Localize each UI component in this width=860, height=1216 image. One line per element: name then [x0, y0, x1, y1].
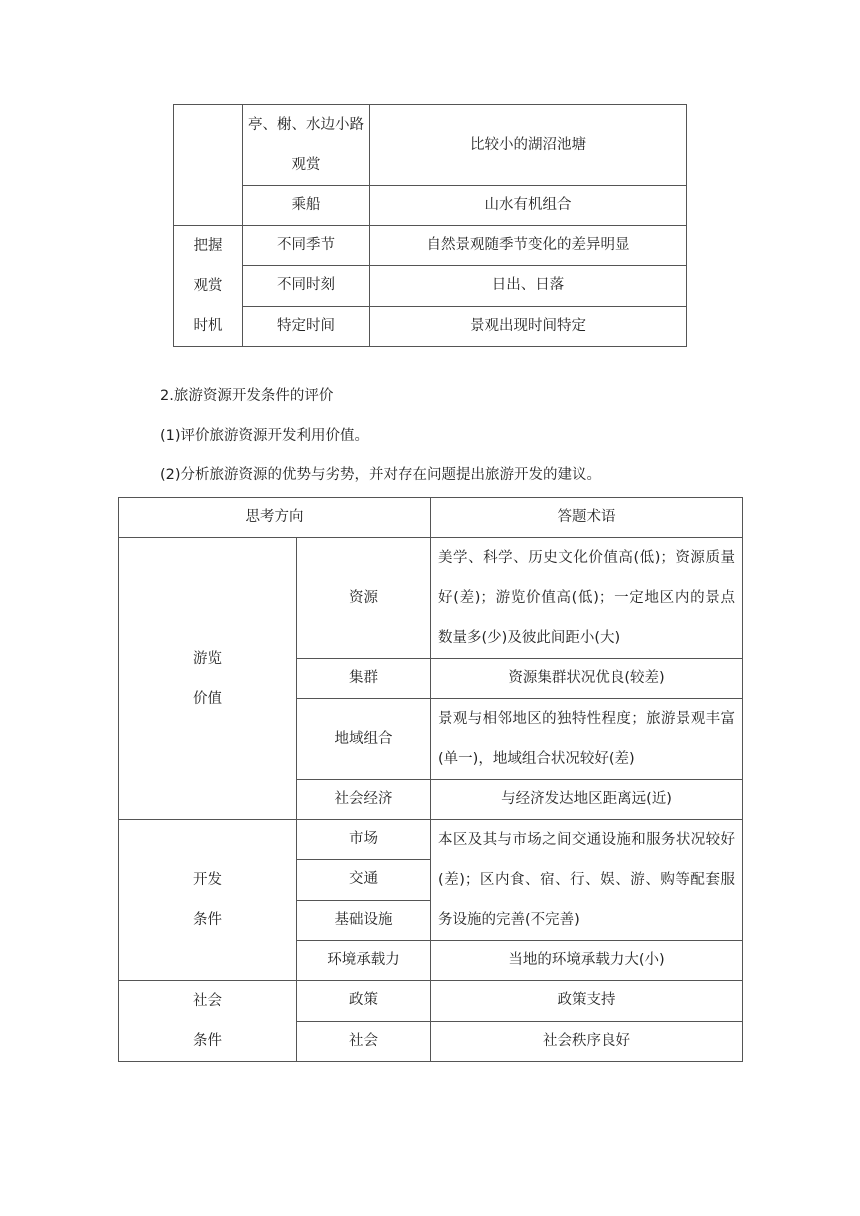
table1-timing-group-cell: 把握观赏时机 [174, 226, 243, 347]
sub-infrastructure: 基础设施 [297, 900, 431, 940]
table1-desc-cell: 景观出现时间特定 [370, 306, 687, 346]
term-economy: 与经济发达地区距离远(近) [431, 780, 743, 820]
sub-traffic: 交通 [297, 860, 431, 900]
group-social-conditions: 社会条件 [119, 981, 297, 1062]
section-item-1: (1)评价旅游资源开发利用价值。 [160, 428, 370, 444]
term-cluster: 资源集群状况优良(较差) [431, 659, 743, 699]
sub-cluster: 集群 [297, 659, 431, 699]
term-capacity: 当地的环境承载力大(小) [431, 941, 743, 981]
development-conditions-table [118, 497, 743, 1062]
table1-empty-cell [174, 105, 243, 226]
table1-method-cell: 乘船 [243, 186, 370, 226]
section-item-2: (2)分析旅游资源的优势与劣势，并对存在问题提出旅游开发的建议。 [160, 467, 602, 483]
table1-desc-cell: 山水有机组合 [370, 186, 687, 226]
table1-desc-cell: 自然景观随季节变化的差异明显 [370, 226, 687, 266]
table1-desc-cell: 日出、日落 [370, 266, 687, 306]
header-terms: 答题术语 [431, 498, 743, 538]
term-resource: 美学、科学、历史文化价值高(低)；资源质量好(差)；游览价值高(低)；一定地区内的景点数量多(少)及彼此间距小(大) [431, 538, 743, 659]
group-tour-value: 游览价值 [119, 538, 297, 820]
header-direction: 思考方向 [119, 498, 431, 538]
sub-capacity: 环境承载力 [297, 941, 431, 981]
table1-desc-cell: 比较小的湖沼池塘 [370, 105, 687, 186]
term-society: 社会秩序良好 [431, 1021, 743, 1062]
term-policy: 政策支持 [431, 981, 743, 1022]
sub-society: 社会 [297, 1021, 431, 1062]
table1-method-cell: 不同时刻 [243, 266, 370, 306]
table1-method-cell: 特定时间 [243, 306, 370, 346]
sub-policy: 政策 [297, 981, 431, 1022]
section-heading: 2.旅游资源开发条件的评价 [160, 388, 334, 404]
sub-resource: 资源 [297, 538, 431, 659]
sub-economy: 社会经济 [297, 780, 431, 820]
term-infrastructure: 本区及其与市场之间交通设施和服务状况较好(差)；区内食、宿、行、娱、游、购等配套服务设施的完善(不完善) [431, 820, 743, 941]
table1-method-cell: 不同季节 [243, 226, 370, 266]
group-dev-conditions: 开发条件 [119, 820, 297, 981]
viewing-method-table [173, 104, 687, 347]
term-region: 景观与相邻地区的独特性程度；旅游景观丰富(单一)，地域组合状况较好(差) [431, 699, 743, 780]
table1-method-cell: 亭、榭、水边小路观赏 [243, 105, 370, 186]
sub-market: 市场 [297, 820, 431, 860]
sub-region: 地域组合 [297, 699, 431, 780]
